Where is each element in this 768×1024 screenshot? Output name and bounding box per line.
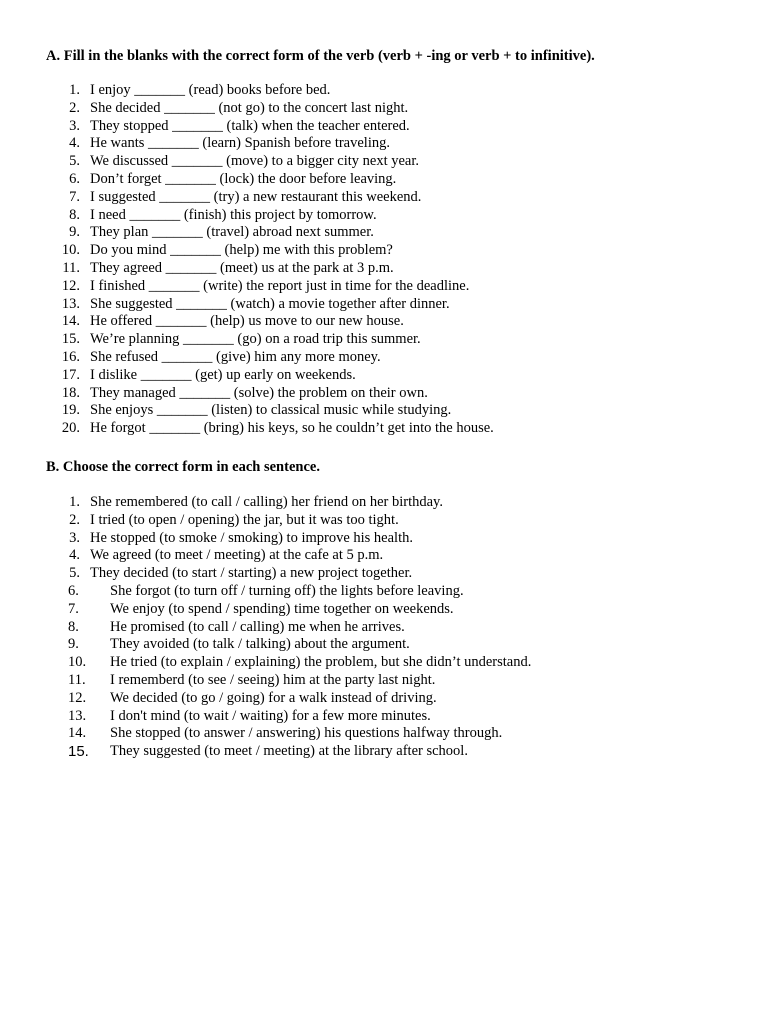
item-number: 12. — [68, 689, 87, 706]
item-number: 10. — [61, 242, 80, 259]
item-number: 19. — [61, 402, 80, 419]
item-number: 1. — [69, 82, 80, 98]
item-sentence: They avoided (to talk / talking) about the argument. — [110, 636, 410, 653]
item-sentence: I finished _______ (write) the report just in time for the deadline. — [90, 277, 470, 294]
item-number: 6. — [69, 170, 80, 187]
item-sentence: She stopped (to answer / answering) his questions halfway through. — [110, 725, 503, 742]
item-sentence: I enjoy _______ (read) books before bed. — [90, 82, 331, 98]
item-number: 16. — [61, 348, 80, 365]
item-number: 1. — [69, 494, 80, 510]
item-sentence: She forgot (to turn off / turning off) the lights before leaving. — [110, 582, 464, 599]
item-number: 14. — [68, 725, 87, 742]
item-sentence: They agreed _______ (meet) us at the park at 3 p.m. — [90, 259, 394, 276]
item-number: 9. — [68, 636, 79, 653]
item-sentence: He wants _______ (learn) Spanish before traveling. — [90, 135, 390, 152]
item-sentence: They suggested (to meet / meeting) at the library after school. — [110, 743, 468, 760]
item-number: 6. — [68, 582, 79, 599]
item-number: 18. — [61, 384, 80, 401]
item-sentence: We agreed (to meet / meeting) at the cafe at 5 p.m. — [90, 547, 384, 564]
item-number: 5. — [69, 153, 80, 170]
item-sentence: She remembered (to call / calling) her friend on her birthday. — [90, 494, 443, 510]
item-sentence: She enjoys _______ (listen) to classical music while studying. — [90, 402, 452, 419]
item-sentence: They managed _______ (solve) the problem on their own. — [90, 384, 428, 401]
item-sentence: We decided (to go / going) for a walk instead of driving. — [110, 689, 437, 706]
item-number: 14. — [61, 313, 80, 330]
item-number: 5. — [69, 565, 80, 582]
item-number: 12. — [61, 277, 80, 294]
item-sentence: She refused _______ (give) him any more money. — [90, 348, 381, 365]
item-number: 3. — [69, 529, 80, 546]
item-sentence: He promised (to call / calling) me when he arrives. — [110, 618, 405, 635]
item-number: 7. — [68, 600, 79, 617]
item-number: 3. — [69, 117, 80, 134]
item-sentence: We’re planning _______ (go) on a road trip this summer. — [90, 331, 421, 348]
item-sentence: I don't mind (to wait / waiting) for a few more minutes. — [110, 707, 431, 724]
item-number: 2. — [69, 99, 80, 116]
item-sentence: He stopped (to smoke / smoking) to improve his health. — [90, 529, 413, 546]
item-number: 15. — [68, 743, 89, 761]
item-sentence: He forgot _______ (bring) his keys, so he couldn’t get into the house. — [90, 420, 494, 437]
item-sentence: Do you mind _______ (help) me with this problem? — [90, 242, 393, 259]
item-number: 9. — [69, 224, 80, 241]
item-sentence: I suggested _______ (try) a new restaurant this weekend. — [90, 188, 422, 205]
item-number: 11. — [62, 259, 80, 276]
item-sentence: I need _______ (finish) this project by tomorrow. — [90, 206, 377, 223]
item-number: 15. — [61, 331, 80, 348]
item-sentence: I dislike _______ (get) up early on weekends. — [90, 366, 356, 383]
item-sentence: They stopped _______ (talk) when the teacher entered. — [90, 117, 410, 134]
item-number: 8. — [68, 618, 79, 635]
section-a-heading: A. Fill in the blanks with the correct form of the verb (verb + -ing or verb + to infinitive). — [46, 48, 595, 64]
item-sentence: I tried (to open / opening) the jar, but it was too tight. — [90, 511, 399, 528]
item-number: 13. — [61, 295, 80, 312]
item-sentence: He offered _______ (help) us move to our new house. — [90, 313, 404, 330]
item-sentence: Don’t forget _______ (lock) the door before leaving. — [90, 170, 397, 187]
item-number: 7. — [69, 188, 80, 205]
item-sentence: We enjoy (to spend / spending) time together on weekends. — [110, 600, 454, 617]
item-number: 17. — [61, 366, 80, 383]
item-number: 8. — [69, 206, 80, 223]
item-sentence: I rememberd (to see / seeing) him at the party last night. — [110, 671, 436, 688]
item-number: 11. — [68, 671, 86, 688]
section-b-heading: B. Choose the correct form in each sentence. — [46, 459, 320, 475]
item-number: 20. — [61, 420, 80, 437]
item-sentence: We discussed _______ (move) to a bigger city next year. — [90, 153, 420, 170]
item-number: 4. — [69, 547, 80, 564]
item-number: 10. — [68, 654, 87, 671]
item-sentence: She decided _______ (not go) to the concert last night. — [90, 99, 409, 116]
item-number: 4. — [69, 135, 80, 152]
item-sentence: He tried (to explain / explaining) the problem, but she didn’t understand. — [110, 654, 532, 671]
item-number: 13. — [68, 707, 87, 724]
item-sentence: They decided (to start / starting) a new project together. — [90, 565, 413, 582]
item-sentence: They plan _______ (travel) abroad next summer. — [90, 224, 374, 241]
item-number: 2. — [69, 511, 80, 528]
item-sentence: She suggested _______ (watch) a movie together after dinner. — [90, 295, 450, 312]
